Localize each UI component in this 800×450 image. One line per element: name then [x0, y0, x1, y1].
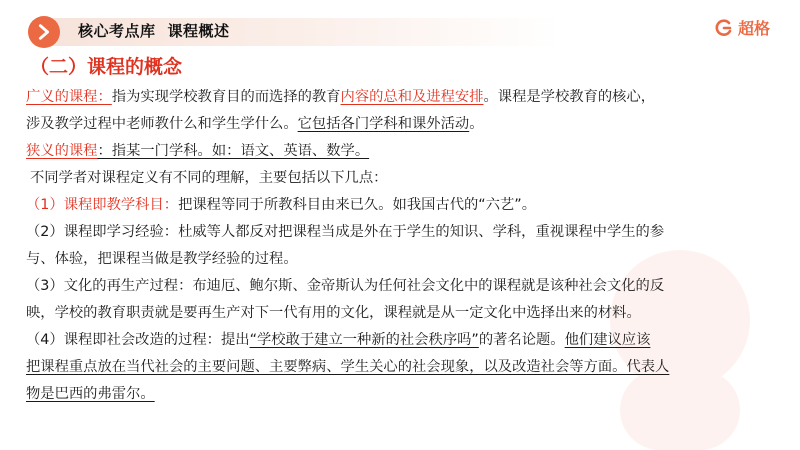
point-2-line	[26, 219, 776, 246]
text-segment: （3）文化的再生产过程：布迪厄、鲍尔斯、金帝斯认为任何社会文化中的课程就是该种社会文化的反	[26, 278, 665, 294]
c-logo-icon	[714, 18, 734, 38]
text-segment: （4）课程即社会改造的过程：提出	[26, 332, 250, 348]
underlined-text: “学校敢于建立一种新的社会秩序吗”	[249, 332, 479, 348]
text-segment: 把课程等同于所教科目由来已久。如我国古代的“六艺”。	[178, 197, 537, 213]
underlined-text: 他们建议应该	[564, 332, 651, 348]
underlined-text: 把课程重点放在当代社会的主要问题、主要弊病、学生关心的社会现象，以及改造社会等方面。代表人	[26, 359, 670, 375]
text-line	[26, 111, 776, 138]
text-segment: 不同学者对课程定义有不同的理解，主要包括以下几点：	[30, 170, 388, 186]
point-4-line	[26, 327, 776, 354]
point-1-line	[26, 192, 776, 219]
narrow-definition-term: 狭义的课程	[26, 143, 98, 159]
text-segment: 与、体验，把课程当做是教学经验的过程。	[26, 251, 298, 267]
text-line	[26, 246, 776, 273]
text-segment: 映，学校的教育职责就是要再生产对下一代有用的文化，课程就是从一定文化中选择出来的材料。	[26, 305, 641, 321]
underlined-text: 它包括各门学科和课外活动	[297, 116, 470, 132]
text-line	[26, 381, 776, 408]
text-segment: 的著名论题。	[478, 332, 565, 348]
text-segment: 指为实现学校教育目的而选择的教育	[111, 89, 341, 105]
text-segment: （2）课程即学习经验：杜威等人都反对把课程当成是外在于学生的知识、学科，重视课程中学生的参	[26, 224, 665, 240]
text-segment: 涉及教学过程中老师教什么和学生学什么。	[26, 116, 298, 132]
content-sum-highlight: 内容的总和及进程安排	[340, 89, 484, 105]
header	[0, 0, 800, 58]
text-segment: 。课程是学校教育的核心，	[483, 89, 656, 105]
header-title-part1: 核心考点库	[78, 22, 156, 40]
broad-definition-term: 广义的课程：	[26, 89, 112, 105]
logo-text: 超格	[737, 19, 770, 38]
chevron-right-icon	[28, 16, 60, 48]
logo	[714, 16, 770, 39]
header-title	[78, 20, 242, 41]
underlined-text: ：指某一门学科。如：语文、英语、数学。	[97, 143, 370, 159]
text-segment: 。	[469, 116, 484, 132]
content-body	[26, 84, 776, 408]
text-line	[26, 165, 776, 192]
text-line	[26, 354, 776, 381]
section-title: （二）课程的概念	[30, 56, 183, 78]
underlined-text: 物是巴西的弗雷尔。	[26, 386, 155, 402]
narrow-definition-line	[26, 138, 776, 165]
broad-definition-line	[26, 84, 776, 111]
header-title-part2: 课程概述	[167, 22, 230, 40]
text-line	[26, 300, 776, 327]
point-3-line	[26, 273, 776, 300]
point-1-title: （1）课程即教学科目：	[26, 197, 179, 213]
